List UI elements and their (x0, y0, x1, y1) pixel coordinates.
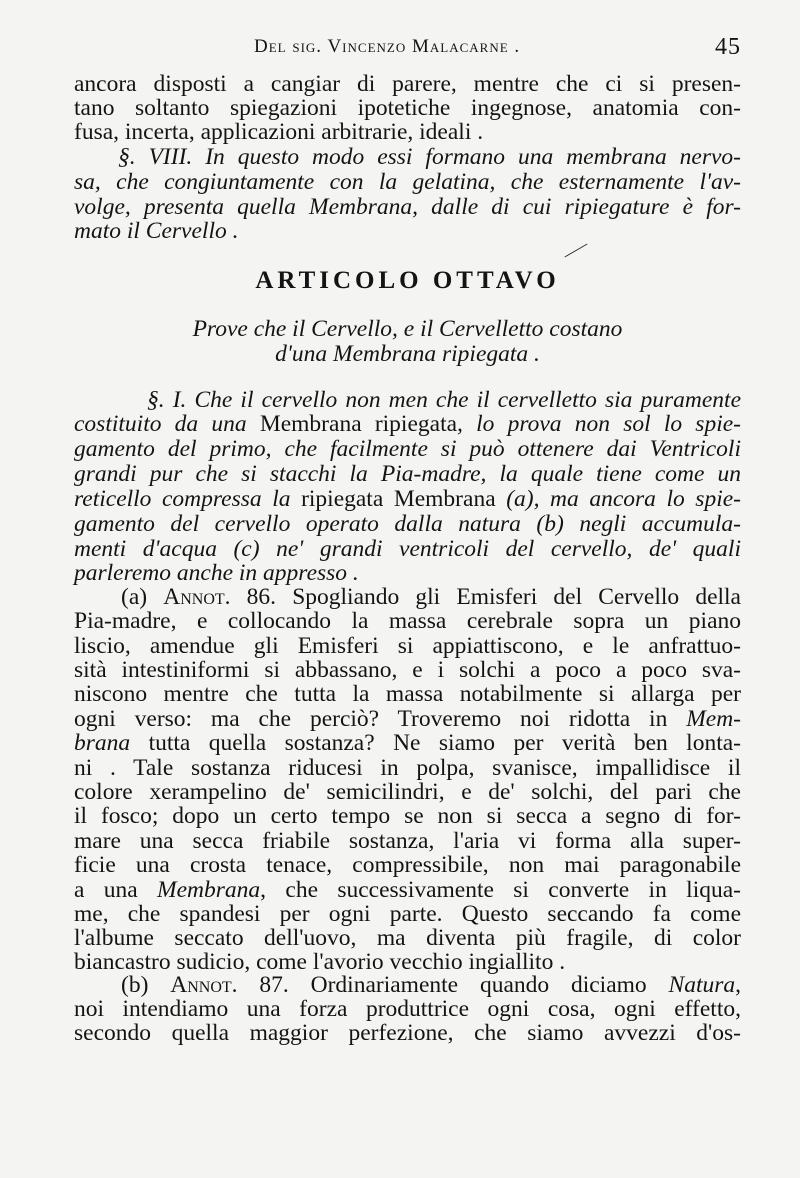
text-line: niscono mentre che tutta la massa notabilmente si allarga per (74, 681, 741, 707)
text-line: volge, presenta quella Membrana, dalle di cui ripiegature è for- (74, 194, 741, 220)
text-line: a una Membrana, che successivamente si converte in liqua- (74, 877, 741, 903)
text-line: reticello compressa la ripiegata Membrana (a), ma ancora lo spie- (74, 486, 741, 512)
italic-word: Natura (668, 972, 736, 998)
roman-phrase: ripiegata Membrana (301, 486, 496, 512)
text-line: parleremo anche in appresso . (74, 560, 359, 586)
annotation-86-line: (a) Annot. 86. Spogliando gli Emisferi del Cervello della (121, 584, 741, 610)
text-line: gamento del primo, che facilmente si può ottenere dai Ventricoli (74, 436, 741, 462)
text-line: fusa, incerta, applicazioni arbitrarie, ideali . (74, 119, 484, 145)
text-line: secondo quella maggior perfezione, che siamo avvezzi d'os- (74, 1020, 741, 1046)
annot-label: Annot. (163, 584, 231, 610)
text-line: l'albume seccato dell'uovo, ma diventa più fragile, di color (74, 925, 741, 951)
text-line: biancastro sudicio, come l'avorio vecchio ingiallito . (74, 949, 566, 975)
article-subtitle: d'una Membrana ripiegata . (275, 341, 540, 367)
running-head (74, 34, 741, 60)
text-line: ficie una crosta tenace, compressibile, non mai paragonabile (74, 852, 741, 878)
text-line: menti d'acqua (c) ne' grandi ventricoli del cervello, de' quali (74, 536, 741, 562)
text-line: il fosco; dopo un certo tempo se non si secca a segno di for- (74, 803, 741, 829)
text-line: tano soltanto spiegazioni ipotetiche ingegnose, anatomia con- (74, 95, 741, 121)
stray-pen-mark (564, 244, 587, 258)
annotation-87-line: (b) Annot. 87. Ordinariamente quando diciamo Natura, (121, 972, 742, 998)
text-line: mato il Cervello . (74, 218, 239, 244)
roman-phrase: Membrana ripiegata (259, 411, 458, 437)
text-line: gamento del cervello operato dalla natura (b) negli accumula- (74, 511, 741, 537)
italic-word: Membrana (157, 877, 261, 903)
italic-word: Mem- (686, 706, 741, 732)
italic-word: brana (74, 730, 131, 756)
section-1-line: §. I. Che il cervello non men che il cervelletto sia puramente (147, 387, 741, 413)
running-title: Del sig. Vincenzo Malacarne . (254, 36, 521, 57)
text-line: ancora disposti a cangiar di parere, mentre che ci si presen- (74, 71, 741, 97)
text-line: Pia-madre, e collocando la massa cerebrale sopra un piano (74, 608, 741, 634)
text-line: brana tutta quella sostanza? Ne siamo per verità ben lonta- (74, 730, 741, 756)
section-8-heading-line: §. VIII. In questo modo essi formano una membrana nervo- (118, 144, 741, 170)
text-line: me, che spandesi per ogni parte. Questo seccando fa come (74, 901, 741, 927)
text-line: sità intestiniformi si abbassano, e i solchi a poco a poco sva- (74, 657, 741, 683)
article-subtitle: Prove che il Cervello, e il Cervelletto costano (192, 316, 623, 342)
text-line: ni . Tale sostanza riducesi in polpa, svanisce, impallidisce il (74, 755, 741, 781)
annot-label: Annot. (170, 972, 238, 998)
text-line: liscio, amendue gli Emisferi si appiattiscono, e le anfrattuo- (74, 633, 741, 659)
text-line: sa, che congiuntamente con la gelatina, che esternamente l'av- (74, 169, 741, 195)
text-line: colore xerampelino de' semicilindri, e de' solchi, del pari che (74, 779, 741, 805)
article-title: ARTICOLO OTTAVO (255, 267, 560, 294)
page-number: 45 (715, 34, 741, 60)
text-line: grandi pur che si stacchi la Pia-madre, la quale tiene come un (74, 461, 741, 487)
text-line: mare una secca friabile sostanza, l'aria vi forma alla super- (74, 828, 741, 854)
text-line: ogni verso: ma che perciò? Troveremo noi ridotta in Mem- (74, 706, 741, 732)
text-line: costituito da una Membrana ripiegata, lo prova non sol lo spie- (74, 411, 741, 437)
text-line: noi intendiamo una forza produttrice ogni cosa, ogni effetto, (74, 996, 741, 1022)
